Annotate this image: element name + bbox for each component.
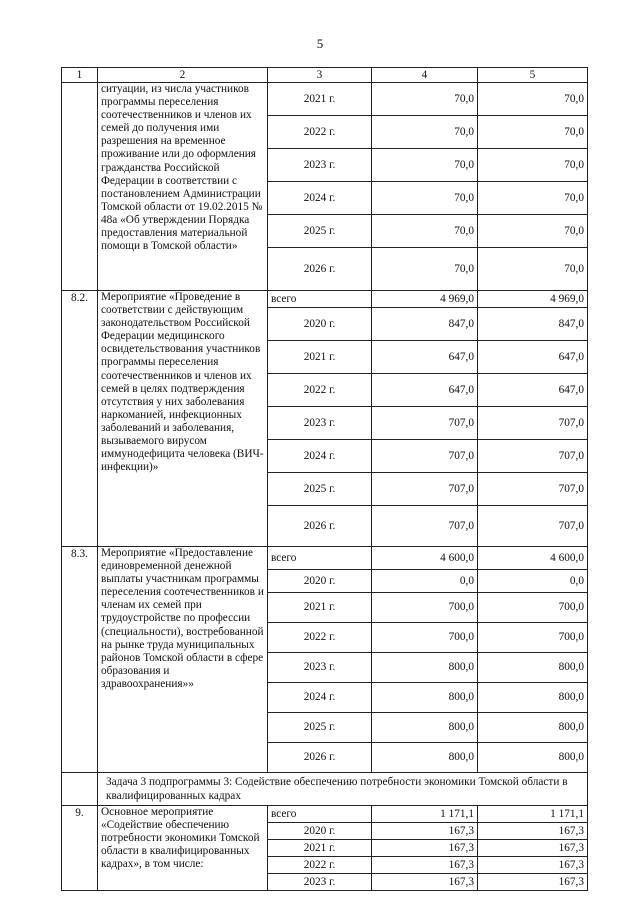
value-col-5: 70,0: [478, 248, 588, 291]
year-cell: 2021 г.: [268, 83, 372, 116]
table-row: [62, 547, 588, 570]
header-col-4: 4: [372, 68, 478, 83]
value-col-5: 1 171,1: [478, 806, 588, 823]
value-col-4: 70,0: [372, 83, 478, 116]
value-col-5: 167,3: [478, 874, 588, 891]
value-col-4: 70,0: [372, 248, 478, 291]
value-col-4: 167,3: [372, 874, 478, 891]
value-col-5: 800,0: [478, 743, 588, 773]
year-cell: 2023 г.: [268, 653, 372, 683]
year-cell: 2023 г.: [268, 149, 372, 182]
value-col-5: 647,0: [478, 341, 588, 374]
value-col-5: 0,0: [478, 570, 588, 593]
activity-description: Мероприятие «Проведение в соответствии с действующим законодательством Российской Федерации медицинского освидетельствования участников программы переселения соотечественников и членов их семей в целях подтверждения отсутствия у них заболевания наркоманией, инфекционных заболеваний и заболевания, вызываемого вирусом иммунодефицита человека (ВИЧ-инфекции)»: [98, 291, 268, 547]
budget-table-body: [62, 68, 588, 891]
year-cell: 2024 г.: [268, 440, 372, 473]
row-number: 9.: [62, 806, 98, 891]
value-col-4: 4 969,0: [372, 291, 478, 308]
year-cell: 2025 г.: [268, 473, 372, 506]
value-col-5: 707,0: [478, 407, 588, 440]
header-col-3: 3: [268, 68, 372, 83]
row-number: 8.3.: [62, 547, 98, 773]
year-cell: 2023 г.: [268, 874, 372, 891]
value-col-4: 800,0: [372, 713, 478, 743]
value-col-5: 4 600,0: [478, 547, 588, 570]
value-col-5: 70,0: [478, 149, 588, 182]
value-col-4: 70,0: [372, 116, 478, 149]
value-col-5: 70,0: [478, 215, 588, 248]
value-col-4: 70,0: [372, 215, 478, 248]
activity-description: ситуации, из числа участников программы переселения соотечественников и членов их семей до получения ими разрешения на временное проживание или до оформления гражданства Российской Федерации в соответствии с постановлением Администрации Томской области от 19.02.2015 № 48а «Об утверждении Порядка предоставления материальной помощи в Томской области»: [98, 83, 268, 291]
value-col-4: 707,0: [372, 407, 478, 440]
year-cell: 2026 г.: [268, 743, 372, 773]
year-cell: 2024 г.: [268, 683, 372, 713]
year-cell: 2022 г.: [268, 116, 372, 149]
year-cell: 2026 г.: [268, 506, 372, 547]
page-number: 5: [316, 36, 324, 51]
value-col-4: 647,0: [372, 341, 478, 374]
year-cell: 2020 г.: [268, 823, 372, 840]
table-row: [62, 83, 588, 116]
value-col-4: 1 171,1: [372, 806, 478, 823]
value-col-4: 707,0: [372, 506, 478, 547]
value-col-4: 647,0: [372, 374, 478, 407]
value-col-4: 700,0: [372, 623, 478, 653]
value-col-5: 70,0: [478, 116, 588, 149]
value-col-4: 700,0: [372, 593, 478, 623]
year-cell: всего: [268, 547, 372, 570]
activity-description: Мероприятие «Предоставление единовременной денежной выплаты участникам программы переселения соотечественников и членам их семей при трудоустройстве по профессии (специальности), востребованной на рынке труда муниципальных районов Томской области в сфере образования и здравоохранения»»: [98, 547, 268, 773]
year-cell: 2025 г.: [268, 713, 372, 743]
year-cell: 2025 г.: [268, 215, 372, 248]
year-cell: 2022 г.: [268, 857, 372, 874]
year-cell: 2023 г.: [268, 407, 372, 440]
value-col-5: 700,0: [478, 593, 588, 623]
value-col-5: 707,0: [478, 440, 588, 473]
value-col-5: 707,0: [478, 473, 588, 506]
value-col-5: 70,0: [478, 182, 588, 215]
value-col-4: 167,3: [372, 823, 478, 840]
value-col-5: 647,0: [478, 374, 588, 407]
value-col-5: 167,3: [478, 840, 588, 857]
year-cell: 2026 г.: [268, 248, 372, 291]
year-cell: 2024 г.: [268, 182, 372, 215]
row-number: 8.2.: [62, 291, 98, 547]
value-col-5: 700,0: [478, 623, 588, 653]
year-cell: 2022 г.: [268, 623, 372, 653]
value-col-4: 800,0: [372, 653, 478, 683]
year-cell: 2021 г.: [268, 840, 372, 857]
budget-table: [61, 67, 588, 891]
year-cell: 2021 г.: [268, 341, 372, 374]
task-row: [62, 773, 588, 806]
table-row: [62, 291, 588, 308]
value-col-5: 800,0: [478, 683, 588, 713]
value-col-4: 707,0: [372, 473, 478, 506]
task-heading: Задача 3 подпрограммы 3: Содействие обеспечению потребности экономики Томской области в квалифицированных кадрах: [98, 773, 588, 806]
year-cell: 2020 г.: [268, 308, 372, 341]
value-col-5: 4 969,0: [478, 291, 588, 308]
value-col-5: 847,0: [478, 308, 588, 341]
task-empty-cell: [62, 773, 98, 806]
header-col-1: 1: [62, 68, 98, 83]
value-col-4: 800,0: [372, 743, 478, 773]
value-col-4: 70,0: [372, 182, 478, 215]
value-col-4: 0,0: [372, 570, 478, 593]
value-col-5: 70,0: [478, 83, 588, 116]
value-col-5: 167,3: [478, 823, 588, 840]
year-cell: 2021 г.: [268, 593, 372, 623]
year-cell: всего: [268, 291, 372, 308]
row-number: [62, 83, 98, 291]
value-col-4: 4 600,0: [372, 547, 478, 570]
year-cell: 2022 г.: [268, 374, 372, 407]
value-col-4: 70,0: [372, 149, 478, 182]
value-col-4: 707,0: [372, 440, 478, 473]
value-col-4: 167,3: [372, 857, 478, 874]
value-col-5: 167,3: [478, 857, 588, 874]
header-col-2: 2: [98, 68, 268, 83]
year-cell: всего: [268, 806, 372, 823]
value-col-4: 800,0: [372, 683, 478, 713]
activity-description: Основное мероприятие «Содействие обеспечению потребности экономики Томской области в квалифицированных кадрах», в том числе:: [98, 806, 268, 891]
value-col-4: 847,0: [372, 308, 478, 341]
header-col-5: 5: [478, 68, 588, 83]
table-row: [62, 806, 588, 823]
value-col-5: 707,0: [478, 506, 588, 547]
table-header-row: [62, 68, 588, 83]
value-col-5: 800,0: [478, 653, 588, 683]
value-col-5: 800,0: [478, 713, 588, 743]
value-col-4: 167,3: [372, 840, 478, 857]
year-cell: 2020 г.: [268, 570, 372, 593]
